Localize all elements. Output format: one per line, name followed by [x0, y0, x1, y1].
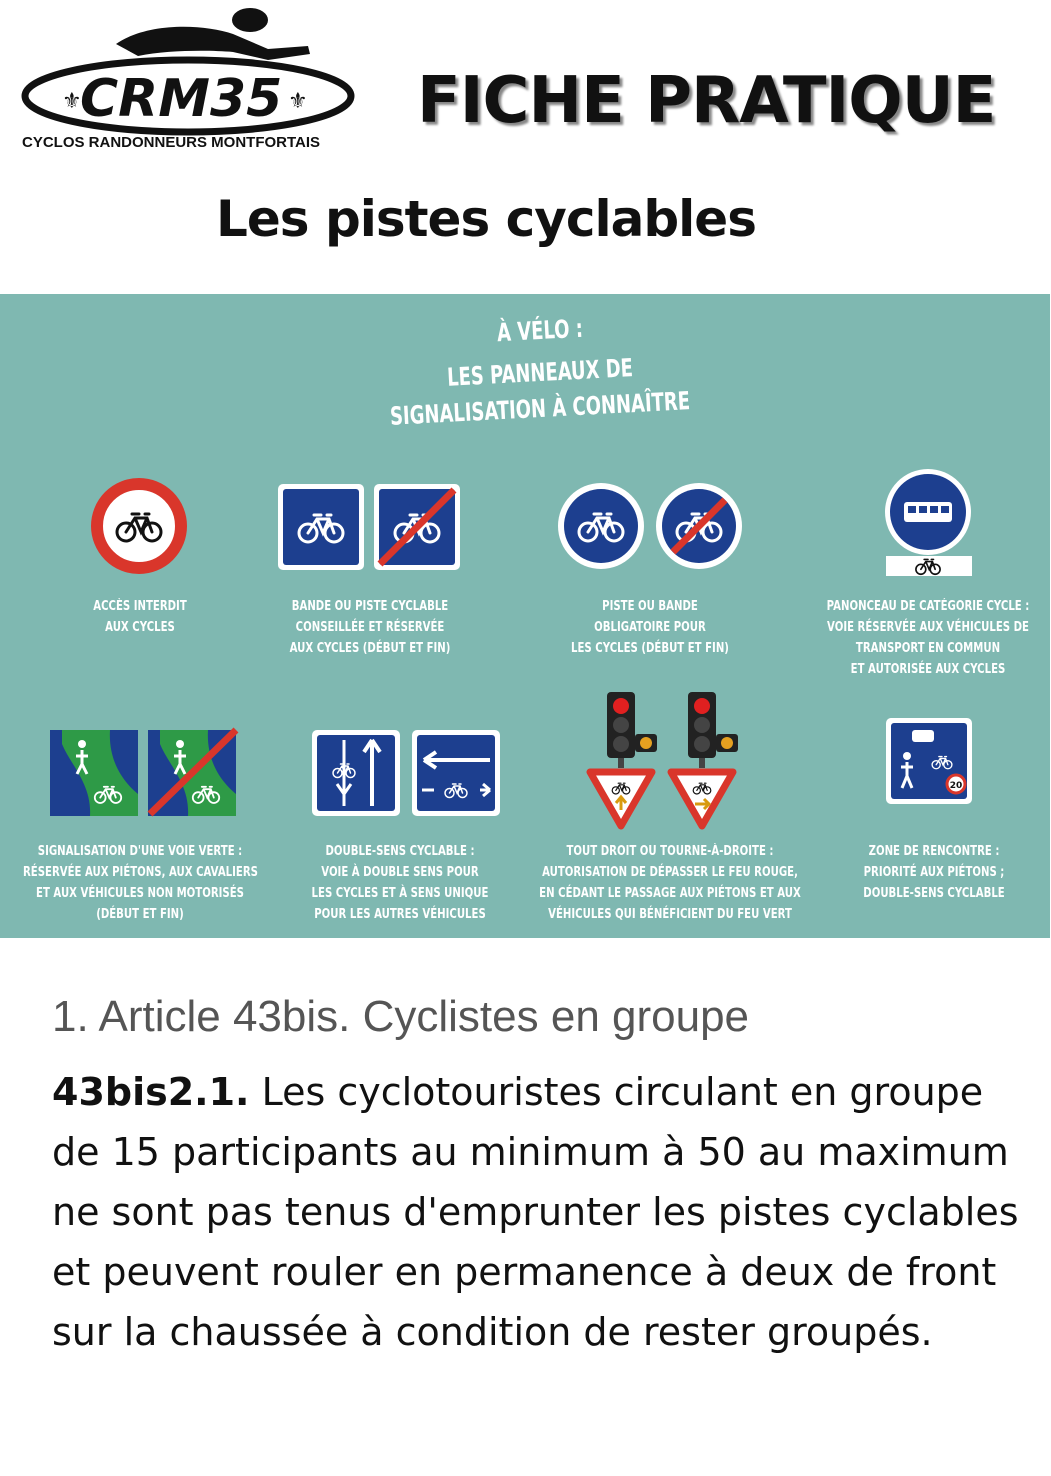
article-text: Les cyclotouristes circulant en groupe de 15 participants au minimum à 50 au maximum ne sont pas tenus d'emprunter les pistes cyclables et peuvent rouler en permanence à deux de front sur la chaussée à condition de rester groupés.: [52, 1070, 1019, 1354]
infographic-title-line-3: SIGNALISATION À CONNAÎTRE: [389, 386, 691, 431]
meeting-zone-sign-icon: [886, 718, 972, 804]
crm35-logo: [18, 4, 370, 154]
page-title: FICHE PRATIQUE: [417, 64, 996, 138]
page-subtitle: Les pistes cyclables: [216, 190, 756, 248]
caption-traffic-light: TOUT DROIT OU TOURNE-À-DROITE : AUTORISATION DE DÉPASSER LE FEU ROUGE, EN CÉDANT LE PASSAGE AUX PIÉTONS ET AUX VÉHICULES QUI BÉNÉFICIENT DU FEU VERT: [539, 844, 801, 922]
infographic-title-line-2: LES PANNEAUX DE: [446, 353, 634, 392]
speed-limit-value: 20: [949, 781, 963, 791]
caption-two-way: DOUBLE-SENS CYCLABLE : VOIE À DOUBLE SENS POUR LES CYCLES ET À SENS UNIQUE POUR LES AUTRES VÉHICULES: [311, 844, 489, 922]
logo-text: CRM35: [80, 69, 283, 129]
caption-meeting-zone: ZONE DE RENCONTRE : PRIORITÉ AUX PIÉTONS ; DOUBLE-SENS CYCLABLE: [863, 844, 1005, 901]
two-way-cycle-sign-icon: [312, 730, 500, 816]
no-cycles-sign-icon: [97, 484, 181, 568]
caption-green-way: SIGNALISATION D'UNE VOIE VERTE : RÉSERVÉE AUX PIÉTONS, AUX CAVALIERS ET AUX VÉHICULES NON MOTORISÉS (DÉBUT ET FIN): [23, 844, 258, 922]
green-way-sign-icon: [50, 730, 236, 816]
article-reference: 43bis2.1.: [52, 1070, 250, 1114]
traffic-light-turn-sign-icon: [590, 692, 738, 826]
caption-mandatory-path: PISTE OU BANDE OBLIGATOIRE POUR LES CYCLES (DÉBUT ET FIN): [571, 599, 729, 656]
svg-text:⚜: ⚜: [62, 89, 82, 114]
article-title: 1. Article 43bis. Cyclistes en groupe: [52, 992, 750, 1041]
bike-lane-sign-icon: [278, 484, 460, 570]
article-body: [52, 1062, 1022, 1362]
caption-bike-lane: BANDE OU PISTE CYCLABLE CONSEILLÉE ET RÉSERVÉE AUX CYCLES (DÉBUT ET FIN): [289, 599, 451, 656]
caption-no-cycles: ACCÈS INTERDIT AUX CYCLES: [93, 599, 187, 635]
logo-subtitle: CYCLOS RANDONNEURS MONTFORTAIS: [22, 134, 321, 151]
svg-text:⚜: ⚜: [288, 89, 308, 114]
mandatory-bike-path-sign-icon: [558, 483, 742, 569]
caption-bus-lane: PANONCEAU DE CATÉGORIE CYCLE : VOIE RÉSERVÉE AUX VÉHICULES DE TRANSPORT EN COMMUN ET AUTORISÉE AUX CYCLES: [826, 599, 1030, 677]
cyclist-logo-icon: [116, 8, 310, 60]
header: [0, 0, 1051, 290]
bus-lane-sign-icon: [885, 469, 972, 576]
signs-infographic: [0, 294, 1050, 938]
infographic-title-line-1: À VÉLO :: [496, 313, 584, 348]
